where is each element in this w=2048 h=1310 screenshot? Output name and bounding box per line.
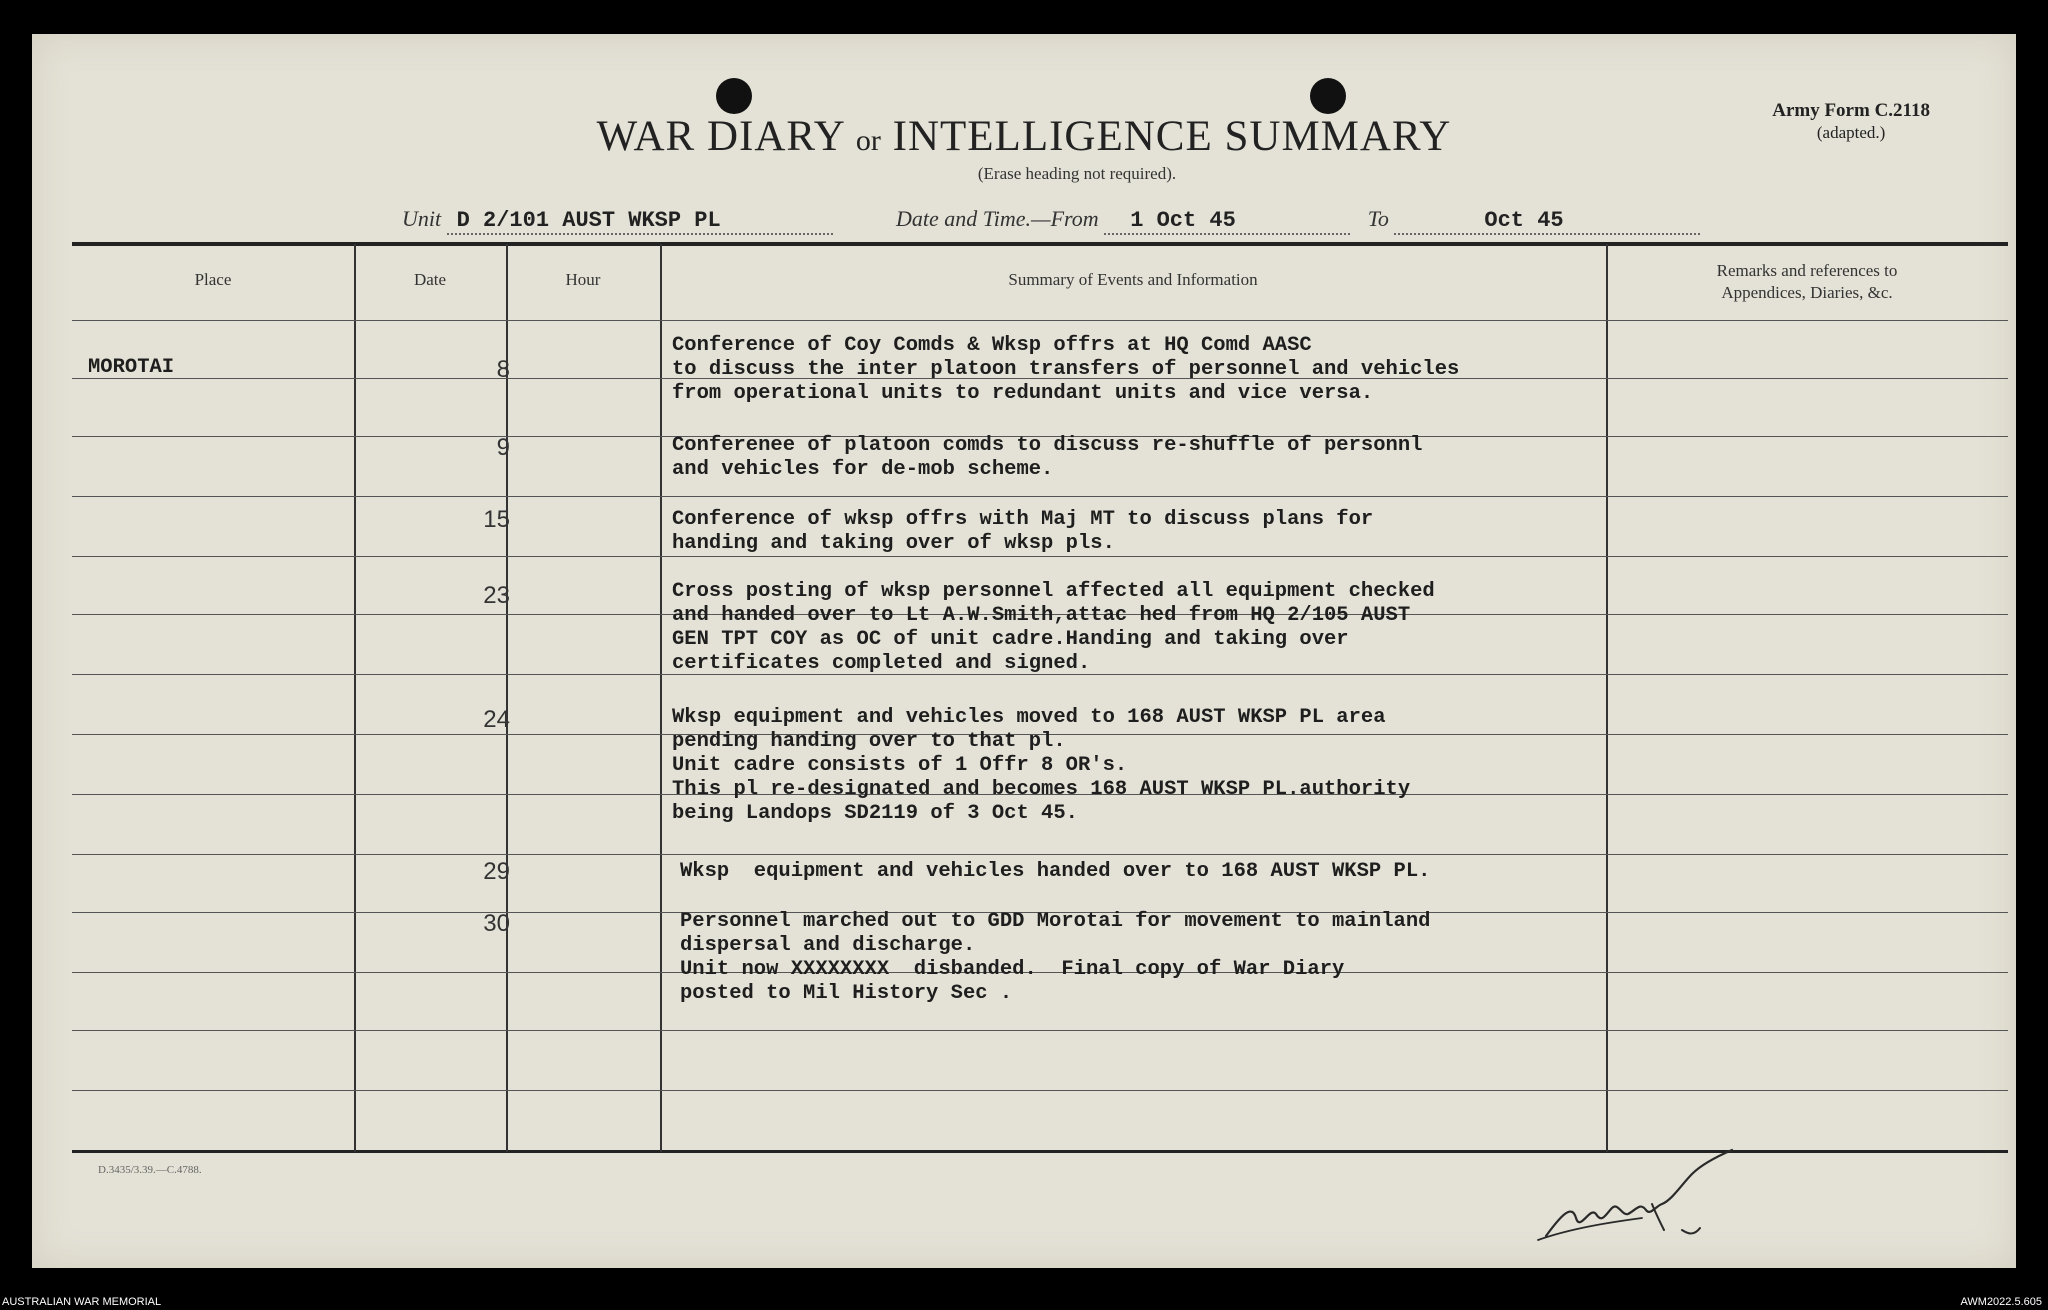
column-header-place: Place xyxy=(194,270,232,289)
page-title xyxy=(32,112,2016,161)
punch-hole xyxy=(716,78,752,114)
column-header-hour: Hour xyxy=(565,270,601,289)
entry-place: MOROTAI xyxy=(88,356,175,379)
row-line xyxy=(72,854,2008,855)
entry-date: 23 xyxy=(483,582,510,609)
row-line xyxy=(72,1030,2008,1031)
entry-date: 29 xyxy=(483,858,510,885)
entry-summary: Conference of Coy Comds & Wksp offrs at HQ Comd AASC to discuss the inter platoon transfers of personnel and vehicles from operational units to redundant units and vice versa. xyxy=(672,334,1460,405)
subtitle: (Erase heading not required). xyxy=(977,164,1177,183)
form-number xyxy=(1772,100,1930,144)
entry-summary: Cross posting of wksp personnel affected all equipment checked and handed over to Lt A.W.Smith,attac hed from HQ 2/105 AUST GEN TPT COY as OC of unit cadre.Handing and taking over certificates completed and signed. xyxy=(672,580,1435,675)
row-line xyxy=(72,496,2008,497)
date-range-field xyxy=(896,206,1700,235)
entry-date: 15 xyxy=(483,506,510,533)
date-to-label: To xyxy=(1367,206,1389,231)
entry-summary: Conference of wksp offrs with Maj MT to discuss plans for handing and taking over of wksp pls. xyxy=(672,508,1374,555)
unit-value: D 2/101 AUST WKSP PL xyxy=(456,208,721,233)
column-header-remarks xyxy=(1606,260,2008,304)
column-divider xyxy=(1606,244,1608,1152)
title-war-diary: WAR DIARY xyxy=(596,113,845,160)
entry-summary: Wksp equipment and vehicles handed over to 168 AUST WKSP PL. xyxy=(680,860,1431,883)
unit-label: Unit xyxy=(402,206,442,231)
entry-summary: Wksp equipment and vehicles moved to 168 AUST WKSP PL area pending handing over to that pl. Unit cadre consists of 1 Offr 8 OR's. This pl re-designated and becomes 168 AUST WKSP PL.authority being Landops SD2119 of 3 Oct 45. xyxy=(672,706,1411,825)
printer-mark: D.3435/3.39.—C.4788. xyxy=(98,1164,202,1176)
entry-summary: Conferenee of platoon comds to discuss re-shuffle of personnl and vehicles for de-mob scheme. xyxy=(672,434,1423,481)
column-divider xyxy=(354,244,356,1152)
table-top-rule xyxy=(72,242,2008,246)
column-header-date: Date xyxy=(413,270,447,289)
footer-source: AUSTRALIAN WAR MEMORIAL xyxy=(2,1296,162,1308)
unit-field xyxy=(402,206,833,235)
remarks-header-line-1: Remarks and references to xyxy=(1716,261,1898,280)
punch-hole xyxy=(1310,78,1346,114)
date-from-label: Date and Time.—From xyxy=(896,206,1099,231)
entry-date: 8 xyxy=(496,356,510,383)
date-to-value: Oct 45 xyxy=(1484,208,1564,233)
entry-date: 24 xyxy=(483,706,510,733)
title-or: or xyxy=(855,124,881,157)
form-number-label: Army Form C.2118 xyxy=(1772,100,1930,121)
form-adapted-label: (adapted.) xyxy=(1816,123,1886,142)
entry-summary: Personnel marched out to GDD Morotai for movement to mainland dispersal and discharge. Unit now XXXXXXXX disbanded. Final copy of War Diary posted to Mil History Sec . xyxy=(680,910,1431,1005)
title-intelligence-summary: INTELLIGENCE SUMMARY xyxy=(892,113,1452,160)
column-divider xyxy=(660,244,662,1152)
date-from-value: 1 Oct 45 xyxy=(1130,208,1236,233)
row-line xyxy=(72,320,2008,321)
row-line xyxy=(72,556,2008,557)
row-line xyxy=(72,1090,2008,1091)
column-header-summary: Summary of Events and Information xyxy=(1008,270,1258,289)
entry-date: 30 xyxy=(483,910,510,937)
signature-icon xyxy=(1532,1144,1752,1254)
entry-date: 9 xyxy=(496,434,510,461)
footer-reference: AWM2022.5.605 xyxy=(1960,1296,2042,1308)
diary-page xyxy=(32,34,2016,1268)
remarks-header-line-2: Appendices, Diaries, &c. xyxy=(1721,283,1893,302)
